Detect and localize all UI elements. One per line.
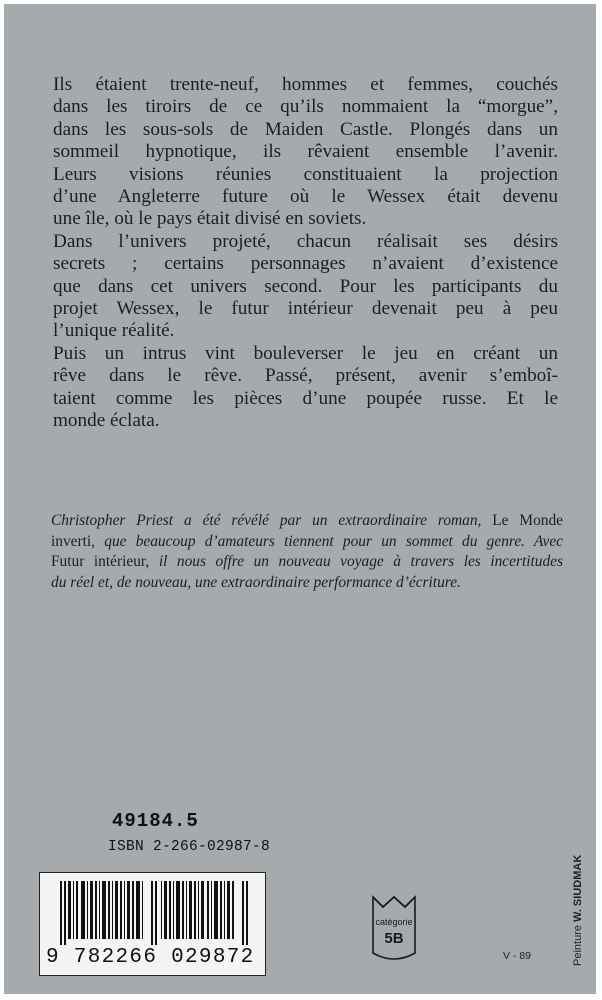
author-note-line: [51, 552, 563, 573]
credit-prefix: Peinture: [572, 925, 584, 966]
blurb-line: une île, où le pays était divisé en soviets.: [53, 208, 367, 230]
blurb-line: que dans cet univers second. Pour les participants du: [53, 275, 558, 297]
series-code: V - 89: [503, 950, 532, 962]
barcode-label: [39, 872, 266, 976]
author-note-text: il nous offre un nouveau voyage à travers les incertitudes: [158, 553, 563, 571]
badge-code: 5B: [384, 930, 404, 947]
ean-digits: 9 782266 029872: [46, 946, 255, 969]
book-back-cover: [4, 4, 596, 994]
blurb-line: projet Wessex, le futur intérieur devenait peu à peu: [53, 298, 558, 320]
blurb-line: taient comme les pièces d’une poupée russe. Et le: [53, 387, 558, 409]
book-title-le-monde: Le Monde: [492, 512, 563, 529]
author-note-line: [51, 573, 563, 594]
blurb-line: monde éclata.: [53, 410, 160, 432]
author-note-line: [51, 532, 563, 553]
barcode-icon: [60, 881, 250, 945]
author-note-text: du réel et, de nouveau, une extraordinaire performance d’écriture.: [51, 573, 461, 591]
author-note-line: [51, 511, 563, 532]
isbn-label: ISBN 2-266-02987-8: [108, 839, 271, 855]
illustration-credit: [572, 855, 584, 966]
badge-label: catégorie: [375, 917, 413, 927]
book-title-futur-interieur: Futur intérieur,: [51, 553, 150, 571]
author-note-text: que beaucoup d’amateurs tiennent pour un sommet du genre. Avec: [104, 532, 563, 550]
shield-icon: [369, 893, 419, 965]
blurb-line: l’unique réalité.: [53, 320, 175, 342]
blurb-line: dans les sous-sols de Maiden Castle. Plongés dans un: [53, 118, 558, 140]
category-badge: [369, 893, 419, 965]
blurb-line: Dans l’univers projeté, chacun réalisait ses désirs: [53, 230, 558, 252]
blurb-line: Puis un intrus vint bouleverser le jeu en créant un: [53, 342, 558, 364]
blurb-text: [53, 74, 558, 433]
author-note: [51, 511, 563, 593]
book-title-inverti: inverti,: [51, 532, 96, 550]
reference-number: 49184.5: [112, 810, 199, 832]
blurb-line: dans les tiroirs de ce qu’ils nommaient la “morgue”,: [53, 96, 558, 118]
blurb-line: d’une Angleterre future où le Wessex était devenu: [53, 186, 558, 208]
blurb-line: rêve dans le rêve. Passé, présent, avenir s’emboî-: [53, 365, 558, 387]
blurb-line: sommeil hypnotique, ils rêvaient ensemble l’avenir.: [53, 141, 558, 163]
blurb-line: Leurs visions réunies constituaient la projection: [53, 163, 558, 185]
author-note-text: Christopher Priest a été révélé par un extraordinaire roman,: [51, 512, 482, 529]
blurb-line: Ils étaient trente-neuf, hommes et femmes, couchés: [53, 74, 558, 95]
credit-name: W. SIUDMAK: [572, 854, 584, 922]
blurb-line: secrets ; certains personnages n’avaient d’existence: [53, 253, 558, 275]
